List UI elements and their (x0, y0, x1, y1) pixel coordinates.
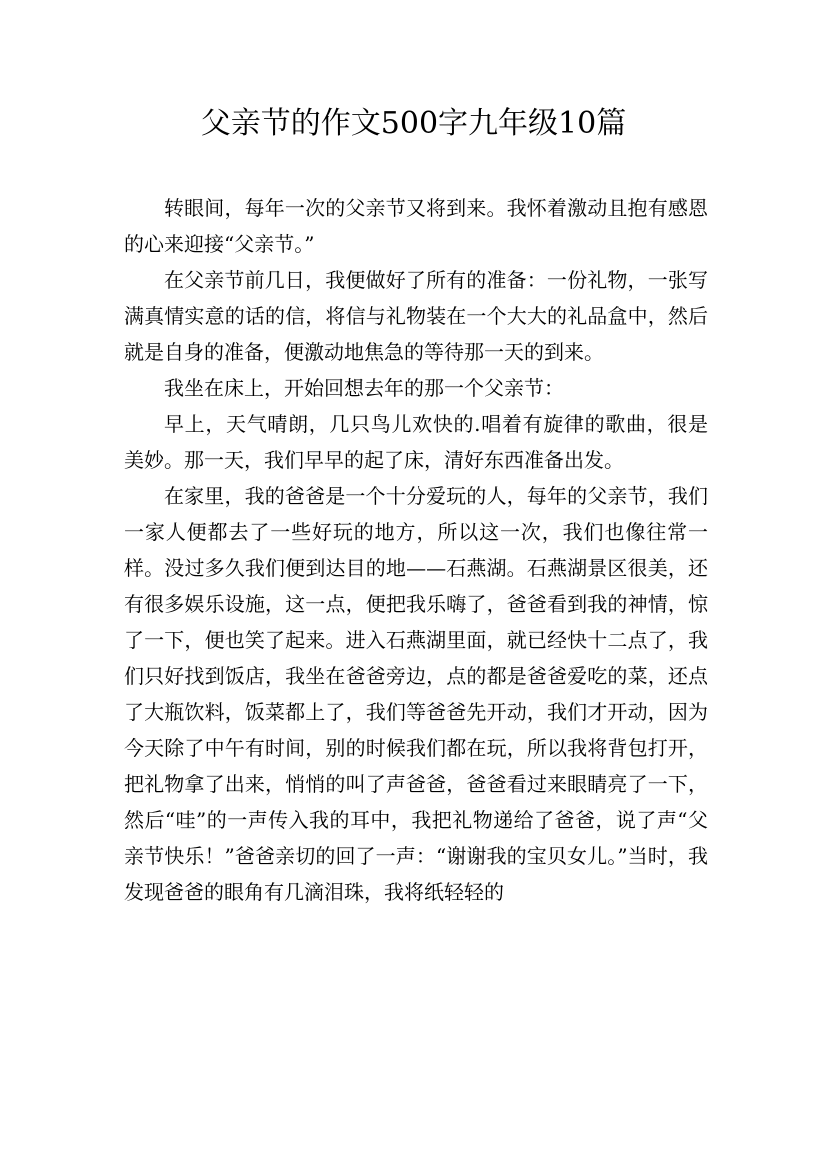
document-body (124, 190, 708, 910)
paragraph: 在家里，我的爸爸是一个十分爱玩的人，每年的父亲节，我们一家人便都去了一些好玩的地方，所以这一次，我们也像往常一样。没过多久我们便到达目的地——石燕湖。石燕湖景区很美，还有很多娱乐设施，这一点，便把我乐嗨了，爸爸看到我的神情，惊了一下，便也笑了起来。进入石燕湖里面，就已经快十二点了，我们只好找到饭店，我坐在爸爸旁边，点的都是爸爸爱吃的菜，还点了大瓶饮料，饭菜都上了，我们等爸爸先开动，我们才开动，因为今天除了中午有时间，别的时候我们都在玩，所以我将背包打开，把礼物拿了出来，悄悄的叫了声爸爸，爸爸看过来眼睛亮了一下，然后“哇”的一声传入我的耳中，我把礼物递给了爸爸，说了声“父亲节快乐！”爸爸亲切的回了一声：“谢谢我的宝贝女儿。”当时，我发现爸爸的眼角有几滴泪珠，我将纸轻轻的 (124, 484, 708, 904)
document-title: 父亲节的作文500字九年级10篇 (200, 106, 627, 141)
paragraph: 我坐在床上，开始回想去年的那一个父亲节： (164, 376, 564, 400)
paragraph: 在父亲节前几日，我便做好了所有的准备：一份礼物，一张写满真情实意的话的信，将信与礼物装在一个大大的礼品盒中，然后就是自身的准备，便激动地焦急的等待那一天的到来。 (124, 268, 708, 364)
paragraph: 转眼间，每年一次的父亲节又将到来。我怀着激动且抱有感恩的心来迎接“父亲节。” (124, 196, 708, 256)
paragraph: 早上，天气晴朗，几只鸟儿欢快的.唱着有旋律的歌曲，很是美妙。那一天，我们早早的起了床，清好东西准备出发。 (124, 412, 708, 472)
